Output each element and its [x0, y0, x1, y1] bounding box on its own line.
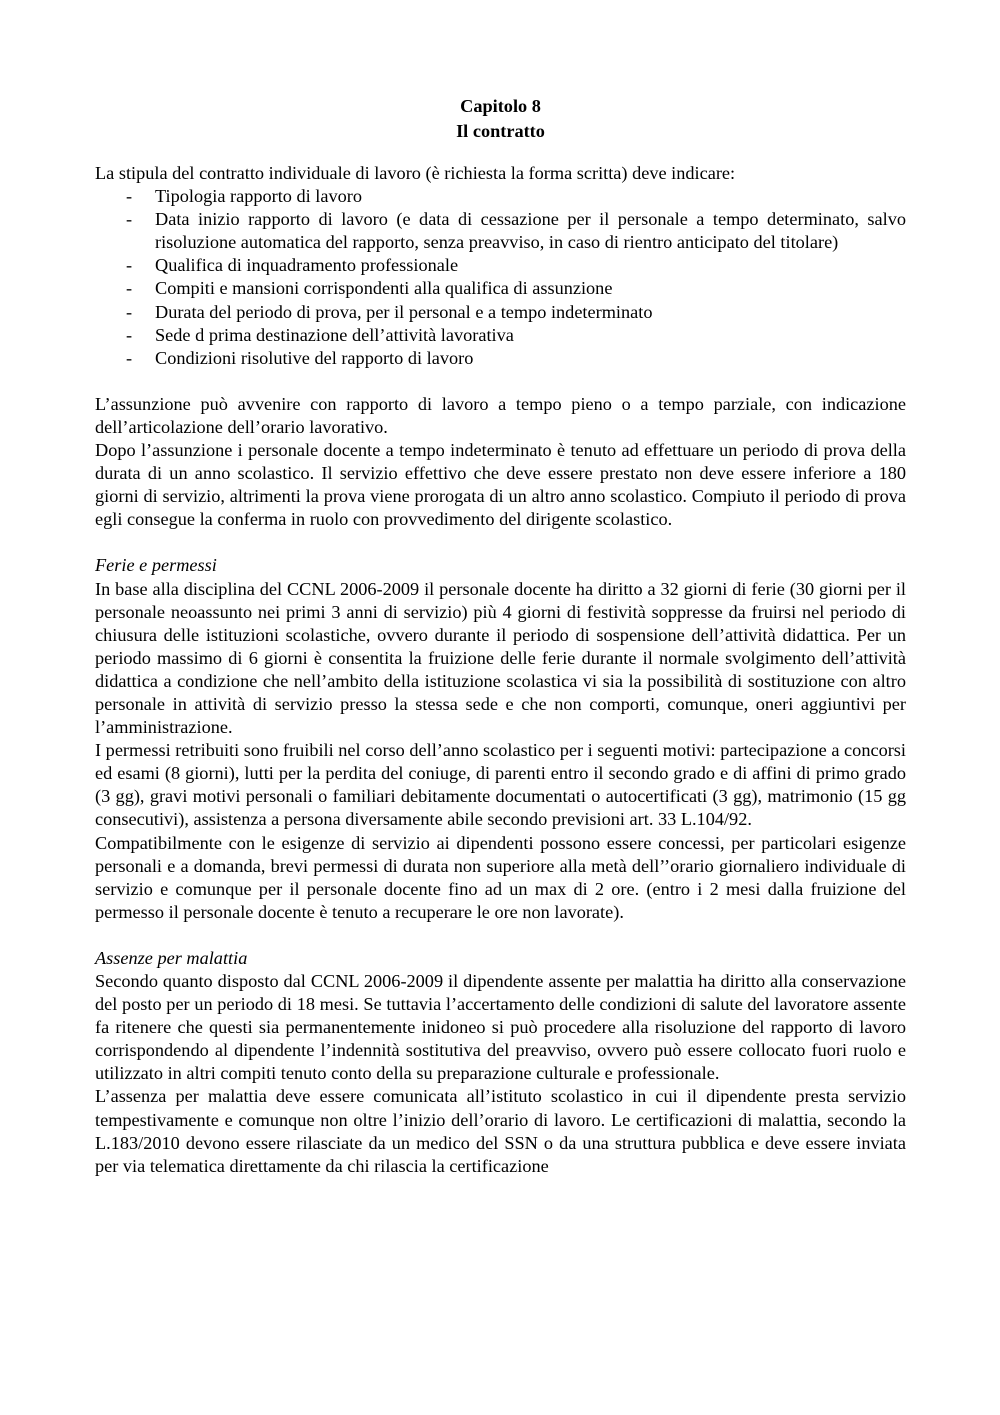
comunicazione-paragraph: L’assenza per malattia deve essere comunicata all’istituto scolastico in cui il dipendente presta servizio tempestivamente e comunque non oltre l’inizio dell’orario di lavoro. Le certificazioni di malattia, secondo la L.183/2010 devono essere rilasciate da un medico del SSN o da una struttura pubblica e deve essere inviata per via telematica direttamente da chi rilascia la certificazione: [95, 1086, 906, 1176]
chapter-number: Capitolo 8: [460, 96, 541, 116]
permessi-paragraph: I permessi retribuiti sono fruibili nel corso dell’anno scolastico per i seguenti motivi: partecipazione a concorsi ed esami (8 giorni), lutti per la perdita del coniuge, di parenti entro il secondo grado e di affini di primo grado (3 gg), gravi motivi personali o familiari debitamente documentati o autocertificati (3 gg), matrimonio (15 gg consecutivi), assistenza a persona diversamente abile secondo previsioni art. 33 L.104/92.: [95, 740, 906, 830]
malattia-paragraph: Secondo quanto disposto dal CCNL 2006-2009 il dipendente assente per malattia ha diritto alla conservazione del posto per un periodo di 18 mesi. Se tuttavia l’accertamento delle condizioni di salute del lavoratore assente fa ritenere che questi sia permanentemente inidoneo si può procedere alla risoluzione del rapporto di lavoro corrispondendo al dipendente l’indennità sostitutiva del preavviso, ovvero può essere collocato fuori ruolo e utilizzato in altri compiti tenuto conto della su preparazione culturale e professionale.: [95, 971, 906, 1084]
chapter-title: Il contratto: [456, 121, 545, 141]
brevi-permessi-paragraph: Compatibilmente con le esigenze di servizio ai dipendenti possono essere concessi, per particolari esigenze personali e a domanda, brevi permessi di durata non superiore alla metà dell’’orario giornaliero individuale di servizio e comunque per il personale docente fino ad un max di 2 ore. (entro i 2 mesi dalla fruizione del permesso il personale docente è tenuto a recuperare le ore non lavorate).: [95, 832, 906, 922]
requirements-list: [95, 185, 906, 370]
assunzione-paragraph: L’assunzione può avvenire con rapporto di lavoro a tempo pieno o a tempo parziale, con indicazione dell’articolazione dell’orario lavorativo.: [95, 393, 906, 437]
list-item: - Qualifica di inquadramento professionale: [126, 255, 459, 276]
malattia-section-title: Assenze per malattia: [95, 947, 248, 968]
list-item: - Data inizio rapporto di lavoro (e data di cessazione per il personale a tempo determinato, salvo risoluzione automatica del rapporto, senza preavviso, in caso di rientro anticipato del titolare): [126, 209, 906, 253]
document-page: [95, 94, 906, 1178]
ferie-paragraph: In base alla disciplina del CCNL 2006-2009 il personale docente ha diritto a 32 giorni di ferie (30 giorni per il personale neoassunto nei primi 3 anni di servizio) più 4 giorni di festività soppresse da fruirsi nel periodo di chiusura delle istituzioni scolastiche, ovvero durante il periodo di sospensione dell’attività didattica. Per un periodo massimo di 6 giorni è consentita la fruizione delle ferie durante il normale svolgimento dell’attività didattica a condizione che nell’ambito della istituzione scolastica vi sia la possibilità di sostituzione con altro personale in attività di servizio presso la stessa sede e che non comporti, comunque, oneri aggiuntivi per l’amministrazione.: [95, 578, 906, 738]
prova-paragraph: Dopo l’assunzione i personale docente a tempo indeterminato è tenuto ad effettuare un periodo di prova della durata di un anno scolastico. Il servizio effettivo che deve essere prestato non deve essere inferiore a 180 giorni di servizio, altrimenti la prova viene prorogata di un altro anno scolastico. Compiuto il periodo di prova egli consegue la conferma in ruolo con provvedimento del dirigente scolastico.: [95, 440, 906, 530]
intro-paragraph: La stipula del contratto individuale di lavoro (è richiesta la forma scritta) deve indicare:: [95, 163, 736, 183]
list-item: - Durata del periodo di prova, per il personal e a tempo indeterminato: [126, 301, 653, 322]
chapter-heading: [95, 94, 906, 144]
list-item: - Compiti e mansioni corrispondenti alla qualifica di assunzione: [126, 278, 613, 299]
list-item: - Tipologia rapporto di lavoro: [126, 186, 363, 207]
list-item: - Sede d prima destinazione dell’attività lavorativa: [126, 324, 514, 345]
list-item: - Condizioni risolutive del rapporto di lavoro: [126, 347, 474, 368]
ferie-section-title: Ferie e permessi: [95, 555, 217, 576]
